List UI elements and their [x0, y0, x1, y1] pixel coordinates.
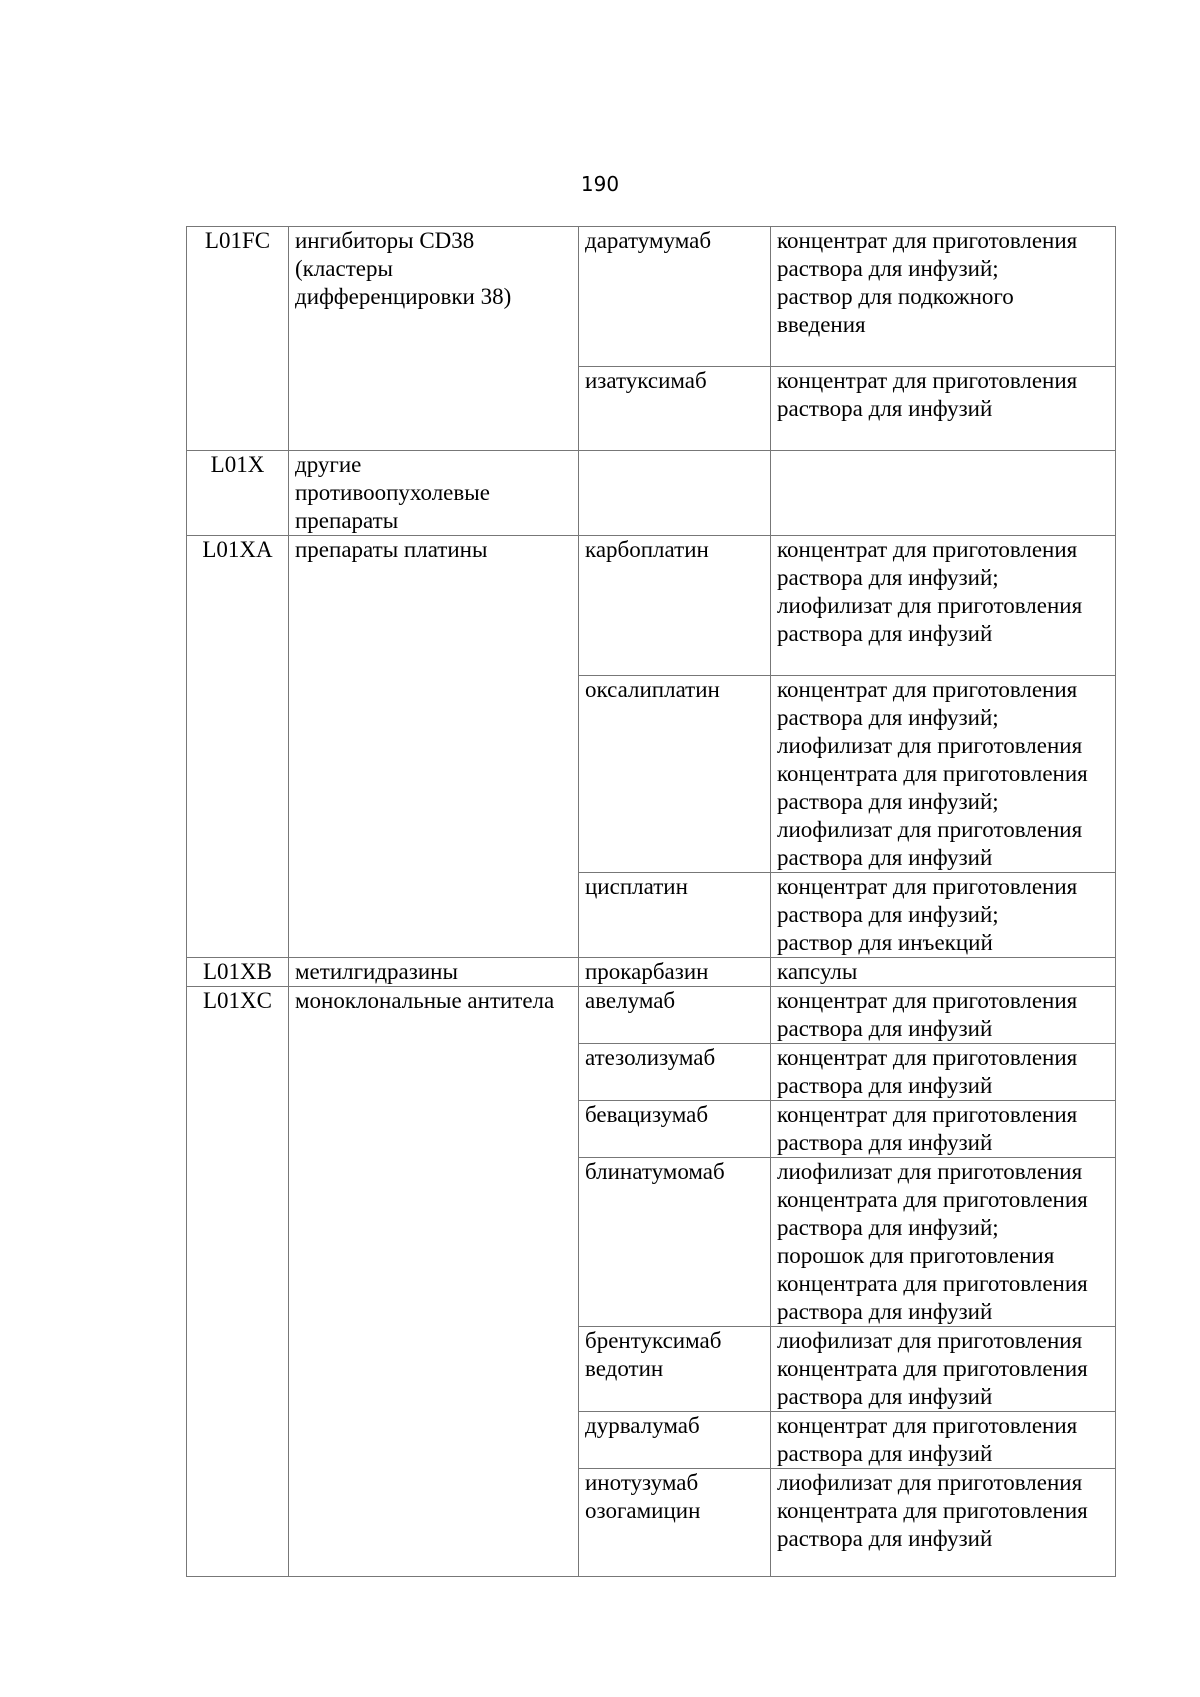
pharmacological-group: ингибиторы CD38 (кластеры дифференцировки 38) — [289, 227, 579, 451]
dosage-form: концентрат для приготовления раствора для инфузий — [771, 987, 1116, 1044]
atc-code: L01FC — [187, 227, 289, 451]
drug-name: прокарбазин — [579, 958, 771, 987]
page-number: 190 — [580, 172, 620, 196]
table-row — [187, 227, 1116, 367]
drug-name: бевацизумаб — [579, 1101, 771, 1158]
atc-code: L01X — [187, 451, 289, 536]
dosage-form — [771, 451, 1116, 536]
pharmacological-group: препараты платины — [289, 536, 579, 958]
drug-name: инотузумаб озогамицин — [579, 1469, 771, 1577]
pharmacological-group: другие противоопухолевые препараты — [289, 451, 579, 536]
dosage-form: концентрат для приготовления раствора для инфузий; раствор для инъекций — [771, 873, 1116, 958]
drug-table — [186, 226, 1116, 1577]
dosage-form: концентрат для приготовления раствора для инфузий — [771, 1101, 1116, 1158]
drug-name: блинатумомаб — [579, 1158, 771, 1327]
drug-name: даратумумаб — [579, 227, 771, 367]
table-row — [187, 451, 1116, 536]
dosage-form: концентрат для приготовления раствора для инфузий — [771, 367, 1116, 451]
table-row — [187, 987, 1116, 1044]
dosage-form: концентрат для приготовления раствора для инфузий; лиофилизат для приготовления раствора для инфузий — [771, 536, 1116, 676]
table-row — [187, 536, 1116, 676]
drug-name: оксалиплатин — [579, 676, 771, 873]
pharmacological-group: моноклональные антитела — [289, 987, 579, 1577]
drug-name: дурвалумаб — [579, 1412, 771, 1469]
atc-code: L01XA — [187, 536, 289, 958]
dosage-form: концентрат для приготовления раствора для инфузий — [771, 1044, 1116, 1101]
atc-code: L01XB — [187, 958, 289, 987]
drug-name: цисплатин — [579, 873, 771, 958]
drug-name — [579, 451, 771, 536]
drug-name: авелумаб — [579, 987, 771, 1044]
dosage-form: концентрат для приготовления раствора для инфузий — [771, 1412, 1116, 1469]
drug-name: карбоплатин — [579, 536, 771, 676]
table-row — [187, 958, 1116, 987]
dosage-form: лиофилизат для приготовления концентрата для приготовления раствора для инфузий — [771, 1327, 1116, 1412]
dosage-form: капсулы — [771, 958, 1116, 987]
drug-name: атезолизумаб — [579, 1044, 771, 1101]
drug-name: брентуксимаб ведотин — [579, 1327, 771, 1412]
dosage-form: лиофилизат для приготовления концентрата для приготовления раствора для инфузий — [771, 1469, 1116, 1577]
drug-name: изатуксимаб — [579, 367, 771, 451]
dosage-form: концентрат для приготовления раствора для инфузий; раствор для подкожного введения — [771, 227, 1116, 367]
dosage-form: лиофилизат для приготовления концентрата для приготовления раствора для инфузий; порошок для приготовления концентрата для приготовления раствора для инфузий — [771, 1158, 1116, 1327]
dosage-form: концентрат для приготовления раствора для инфузий; лиофилизат для приготовления концентрата для приготовления раствора для инфузий; лиофилизат для приготовления раствора для инфузий — [771, 676, 1116, 873]
pharmacological-group: метилгидразины — [289, 958, 579, 987]
atc-code: L01XC — [187, 987, 289, 1577]
